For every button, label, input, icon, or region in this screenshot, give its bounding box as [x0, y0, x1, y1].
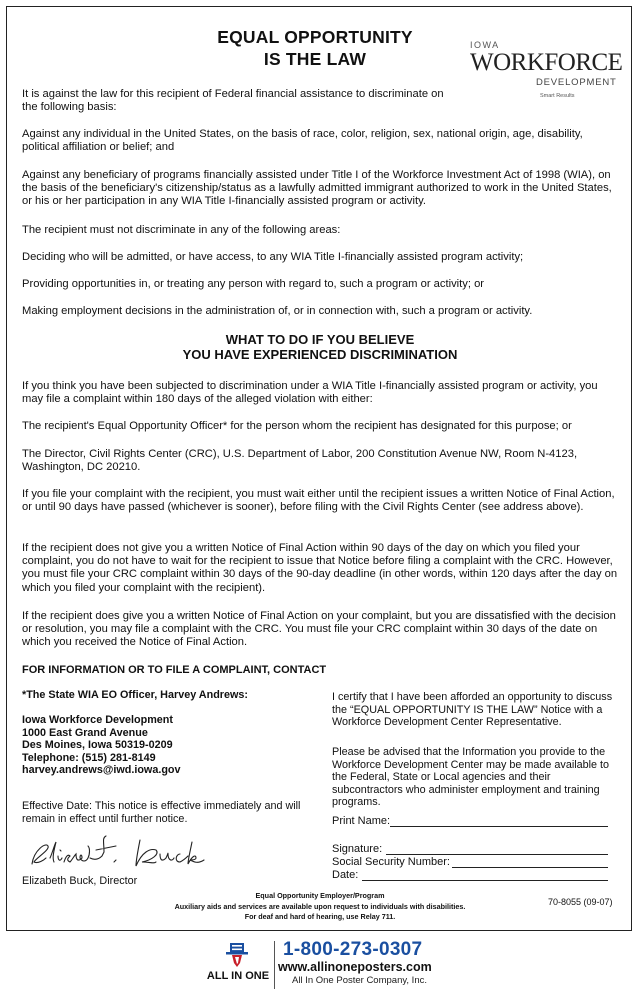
- ssn-line[interactable]: [452, 867, 608, 868]
- contact-org: Iowa Workforce Development: [22, 714, 173, 726]
- date-line[interactable]: [362, 880, 608, 881]
- paragraph-area-opportunities: Providing opportunities in, or treating any person with regard to, such a program or activity; or: [22, 278, 485, 290]
- iowa-workforce-logo: [466, 40, 623, 104]
- paragraph-intro: It is against the law for this recipient of Federal financial assistance to discriminate on the following basis:: [22, 88, 444, 114]
- subheading-line-1: WHAT TO DO IF YOU BELIEVE: [225, 332, 415, 347]
- contact-address: [22, 714, 312, 777]
- section-heading-discrimination: [110, 332, 530, 362]
- contact-street: 1000 East Grand Avenue: [22, 726, 148, 739]
- footer-divider: [274, 941, 275, 989]
- subheading-line-2: YOU HAVE EXPERIENCED DISCRIMINATION: [182, 347, 458, 362]
- paragraph-wait-notice: If you file your complaint with the recipient, you must wait either until the recipient issues a written Notice of Final Action, or until 90 days have passed (whichever is sooner), before filing with the Civil Rights Center (see address above).: [22, 488, 615, 514]
- footer-phone[interactable]: 1-800-273-0307: [283, 939, 423, 960]
- paragraph-areas: The recipient must not discriminate in any of the following areas:: [22, 224, 341, 236]
- paragraph-basis-beneficiary: Against any beneficiary of programs financially assisted under Title I of the Workforce Investment Act of 1998 (WIA), on the basis of the beneficiary's citizenship/status as a lawfully admitted immigrant authorized to work in the United States, or his or her participation in any WIA Title I-financially assisted program or activity.: [22, 169, 612, 208]
- paragraph-no-notice: If the recipient does not give you a written Notice of Final Action within 90 days of the day on which you filed your complaint, you do not have to wait for the recipient to issue that Notice before filing a complaint with the CRC. However, you must file your CRC complaint within 30 days of the 90-day deadline (in other words, within 120 days after the day on which you filed your complaint with the recipient).: [22, 542, 618, 594]
- poster-title: [160, 26, 470, 70]
- signature-field[interactable]: [332, 843, 608, 856]
- effective-date-note: Effective Date: This notice is effective immediately and will remain in effect until further notice.: [22, 800, 301, 825]
- ssn-label: Social Security Number:: [332, 856, 450, 868]
- paragraph-dissatisfied: If the recipient does give you a written Notice of Final Action on your complaint, but you are dissatisfied with the decision or resolution, you may file a complaint with the CRC. You must file your CRC complaint within 30 days of the date on which you received the Notice of Final Action.: [22, 610, 616, 649]
- paragraph-area-employment: Making employment decisions in the administration of, or in connection with, such a program or activity.: [22, 305, 533, 317]
- logo-workforce: WORKFORCE: [470, 49, 623, 76]
- signature-label: Signature:: [332, 843, 383, 855]
- signature-line[interactable]: [386, 854, 608, 855]
- contact-city: Des Moines, Iowa 50319-0209: [22, 739, 173, 752]
- eo-line-2: Auxiliary aids and services are available upon request to individuals with disabilities.: [174, 901, 466, 911]
- signer-name: Elizabeth Buck, Director: [22, 875, 138, 887]
- print-name-label: Print Name:: [332, 815, 391, 827]
- eo-officer-name: *The State WIA EO Officer, Harvey Andrews:: [22, 689, 248, 701]
- title-line-1: EQUAL OPPORTUNITY: [217, 27, 413, 47]
- logo-tagline: Smart Results: [540, 93, 575, 99]
- footer-company: All In One Poster Company, Inc.: [292, 975, 427, 986]
- print-name-line[interactable]: [390, 826, 608, 827]
- title-line-2: IS THE LAW: [263, 49, 367, 69]
- contact-heading: FOR INFORMATION OR TO FILE A COMPLAINT, CONTACT: [22, 664, 327, 676]
- eo-line-1: Equal Opportunity Employer/Program: [255, 891, 385, 900]
- contact-phone: Telephone: (515) 281-8149: [22, 751, 156, 764]
- paragraph-basis-individual: Against any individual in the United States, on the basis of race, color, religion, sex, national origin, age, disability, political affiliation or belief; and: [22, 128, 583, 154]
- all-in-one-logo: [206, 941, 270, 991]
- contact-email: harvey.andrews@iwd.iowa.gov: [22, 764, 181, 777]
- paragraph-area-admission: Deciding who will be admitted, or have access, to any WIA Title I-financially assisted program activity;: [22, 251, 524, 263]
- certify-statement: I certify that I have been afforded an opportunity to discuss the “EQUAL OPPORTUNITY IS THE LAW” Notice with a Workforce Development Center Representative.: [332, 691, 613, 729]
- date-field[interactable]: [332, 869, 608, 882]
- date-label: Date:: [332, 869, 359, 881]
- logo-development: DEVELOPMENT: [536, 77, 617, 88]
- brand-text: ALL IN ONE: [206, 970, 270, 982]
- eo-employer-notice: [150, 891, 490, 923]
- form-number: 70-8055 (09-07): [548, 897, 613, 907]
- eo-line-3: For deaf and hard of hearing, use Relay 711.: [244, 912, 396, 921]
- uncle-sam-icon: [226, 943, 248, 967]
- paragraph-file-complaint: If you think you have been subjected to discrimination under a WIA Title I-financially assisted program or activity, you may file a complaint within 180 days of the alleged violation with either:: [22, 380, 598, 406]
- paragraph-crc-director: The Director, Civil Rights Center (CRC), U.S. Department of Labor, 200 Constitution Avenue NW, Room N-4123, Washington, DC 20210.: [22, 448, 578, 474]
- footer-website[interactable]: www.allinoneposters.com: [278, 960, 432, 974]
- ssn-field[interactable]: [332, 856, 608, 869]
- info-disclosure-notice: Please be advised that the Information you provide to the Workforce Development Center may be made available to the Federal, State or Local agencies and their subcontractors who administer employment and training programs.: [332, 746, 610, 809]
- logo-iowa: IOWA: [470, 40, 500, 50]
- director-signature: [24, 832, 224, 874]
- print-name-field[interactable]: [332, 815, 608, 828]
- paragraph-eo-officer: The recipient's Equal Opportunity Officer* for the person whom the recipient has designated for this purpose; or: [22, 420, 572, 432]
